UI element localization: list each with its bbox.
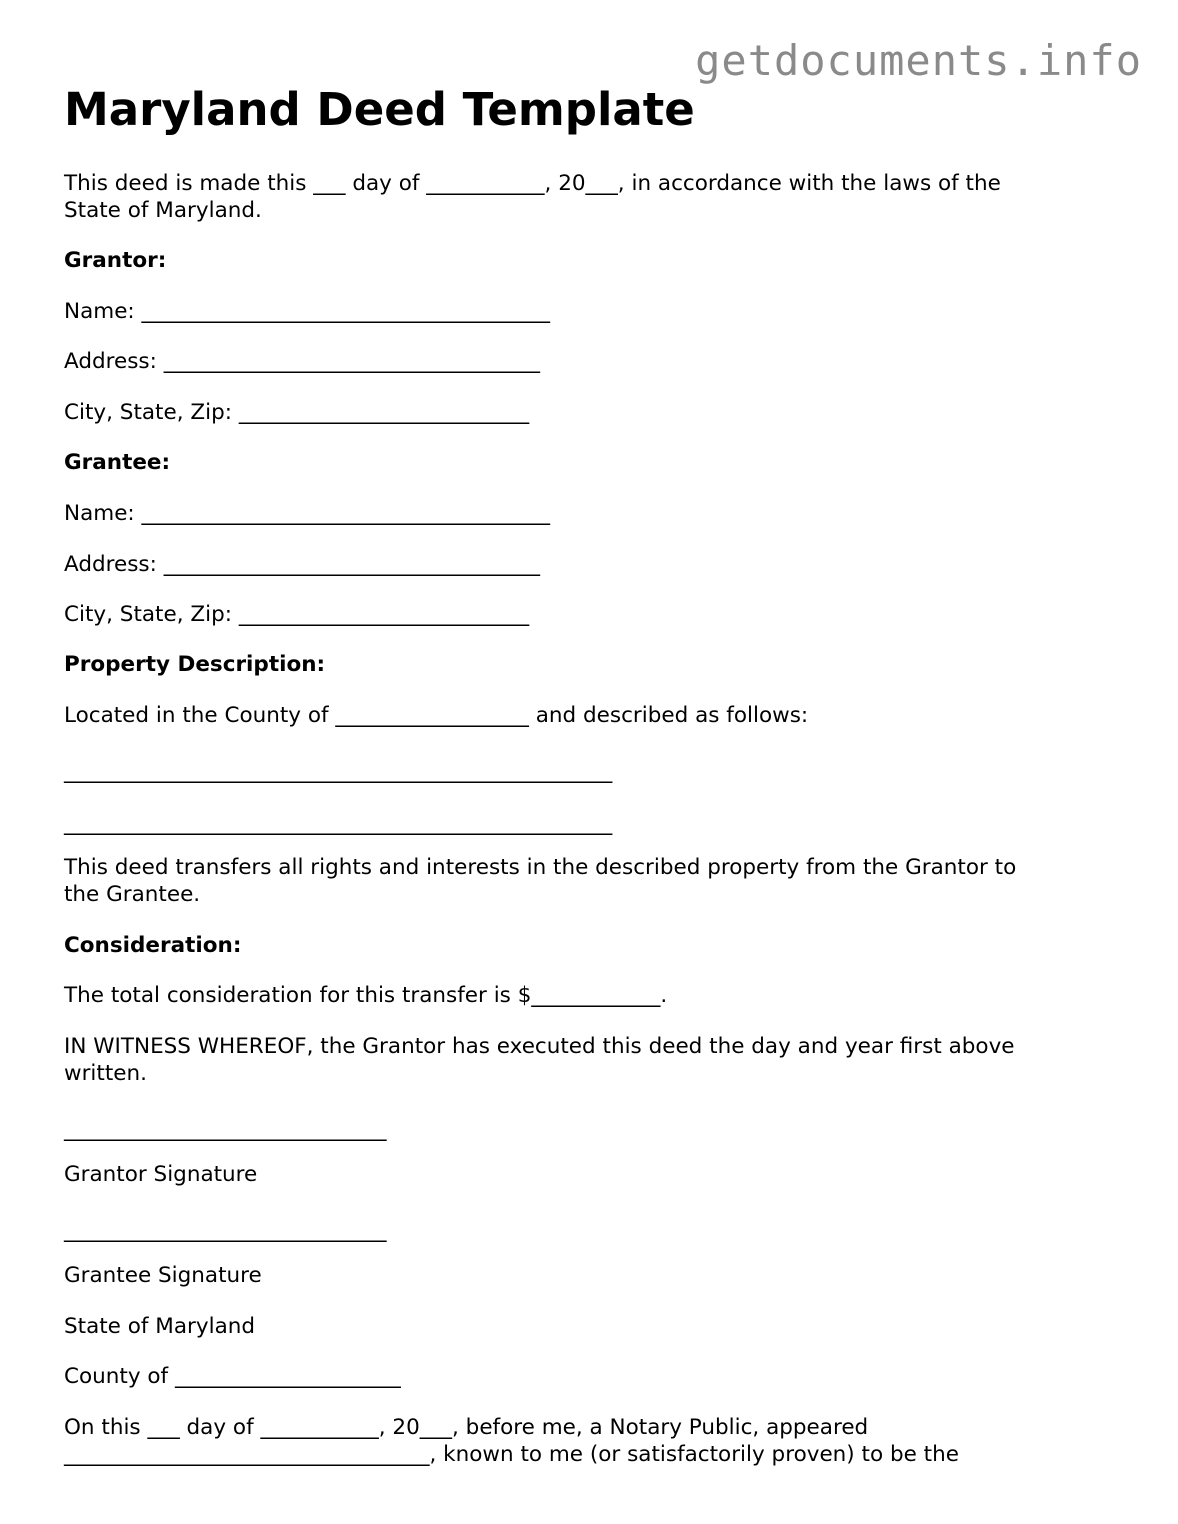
notary-line-1: On this ___ day of ___________, 20___, before me, a Notary Public, appeared	[64, 1415, 869, 1440]
grantee-signature-line: ______________________________	[64, 1218, 387, 1243]
transfer-line-2: the Grantee.	[64, 882, 201, 907]
grantee-city-field: City, State, Zip: ___________________________	[64, 602, 530, 627]
property-blank-line-2: ___________________________________________________	[64, 811, 613, 836]
grantor-city-field: City, State, Zip: ___________________________	[64, 400, 530, 425]
property-location: Located in the County of __________________ and described as follows:	[64, 703, 809, 728]
grantee-signature-label: Grantee Signature	[64, 1263, 262, 1288]
grantor-signature-line: ______________________________	[64, 1117, 387, 1142]
consideration-text: The total consideration for this transfer is $____________.	[64, 983, 668, 1008]
witness-line-2: written.	[64, 1061, 147, 1086]
grantor-signature-label: Grantor Signature	[64, 1162, 258, 1187]
grantor-heading: Grantor:	[64, 248, 167, 273]
page-title: Maryland Deed Template	[64, 83, 695, 136]
property-heading: Property Description:	[64, 652, 326, 677]
intro-line-1: This deed is made this ___ day of ___________, 20___, in accordance with the laws of the	[64, 171, 1001, 196]
notary-line-2: __________________________________, known to me (or satisfactorily proven) to be the	[64, 1442, 959, 1467]
grantor-address-field: Address: ___________________________________	[64, 349, 540, 374]
grantee-address-field: Address: ___________________________________	[64, 552, 540, 577]
property-blank-line-1: ___________________________________________________	[64, 759, 613, 784]
transfer-line-1: This deed transfers all rights and interests in the described property from the Grantor to	[64, 855, 1017, 880]
notary-county: County of _____________________	[64, 1364, 401, 1389]
witness-line-1: IN WITNESS WHEREOF, the Grantor has executed this deed the day and year first above	[64, 1034, 1015, 1059]
intro-line-2: State of Maryland.	[64, 198, 262, 223]
grantee-name-field: Name: ______________________________________	[64, 501, 551, 526]
consideration-heading: Consideration:	[64, 933, 242, 958]
watermark-text: getdocuments.info	[695, 36, 1142, 85]
notary-state: State of Maryland	[64, 1314, 256, 1339]
grantor-name-field: Name: ______________________________________	[64, 299, 551, 324]
grantee-heading: Grantee:	[64, 450, 171, 475]
